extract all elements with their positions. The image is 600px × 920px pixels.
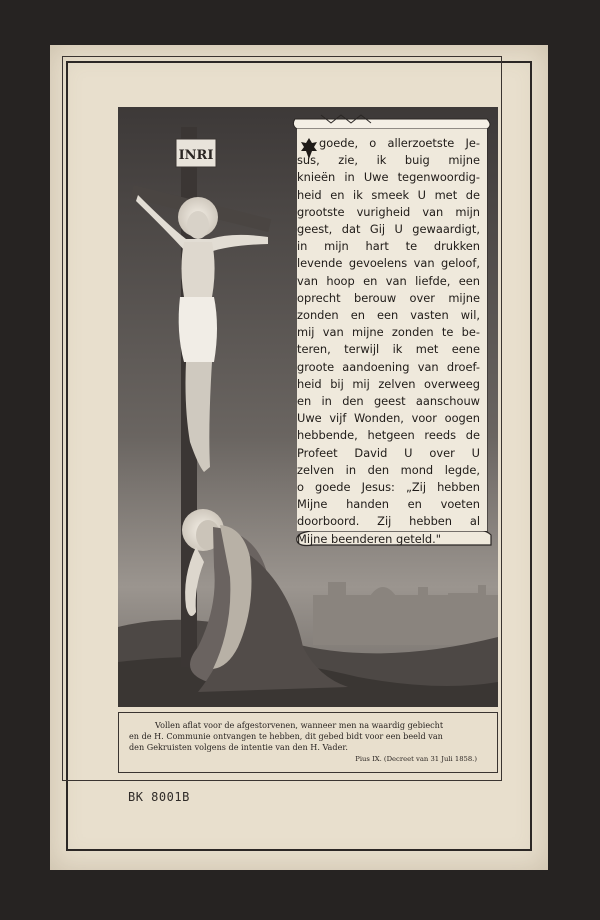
- caption-line: den Gekruisten volgens de intentie van den H. Vader.: [129, 742, 348, 753]
- prayer-line: knieën in Uwe tegenwoordig-: [297, 170, 480, 185]
- card-code: BK 8001B: [128, 790, 190, 804]
- prayer-line: Uwe vijf Wonden, voor oogen: [297, 411, 480, 426]
- prayer-line: in mijn hart te drukken: [297, 239, 480, 254]
- prayer-line: sus, zie, ik buig mijne: [297, 153, 480, 168]
- prayer-line: oprecht berouw over mijne: [297, 290, 480, 305]
- prayer-line: mij van mijne zonden te be-: [297, 325, 480, 340]
- prayer-line: Profeet David U over U: [297, 445, 480, 460]
- prayer-line: o goede Jesus: „Zij hebben: [297, 480, 480, 495]
- prayer-text: [297, 135, 480, 548]
- prayer-line: goede, o allerzoetste Je-: [319, 136, 480, 150]
- prayer-line: groote aandoening van droef-: [297, 359, 480, 374]
- prayer-line: hebbende, hetgeen reeds de: [297, 428, 480, 443]
- prayer-line: teren, terwijl ik met eene: [297, 342, 480, 357]
- prayer-line: zonden en een vasten wil,: [297, 308, 480, 323]
- inri-label: INRI: [178, 148, 214, 163]
- prayer-line: Mijne beenderen geteld.": [297, 531, 441, 546]
- prayer-line: heid bij mij zelven overweeg: [297, 376, 480, 391]
- prayer-line: levende gevoelens van geloof,: [297, 256, 480, 271]
- prayer-line: en in den geest aanschouw: [297, 394, 480, 409]
- prayer-line: geest, dat Gij U gewaardigt,: [297, 222, 480, 237]
- caption-line: Vollen aflat voor de afgestorvenen, wanneer men na waardig gebiecht: [155, 720, 444, 730]
- prayer-line: zelven in den mond legde,: [297, 462, 480, 477]
- indulgence-caption: [118, 712, 498, 773]
- prayer-line: grootste vurigheid van mijn: [297, 204, 480, 219]
- prayer-line: heid en ik smeek U met de: [297, 187, 480, 202]
- prayer-line: Mijne handen en voeten: [297, 497, 480, 512]
- prayer-line: van hoop en van liefde, een: [297, 273, 480, 288]
- caption-line: en de H. Communie ontvangen te hebben, dit gebed bidt voor een beeld van: [129, 731, 443, 742]
- decree-signature: Pius IX. (Decreet van 31 Juli 1858.): [355, 754, 477, 763]
- prayer-line: doorboord. Zij hebben al: [297, 514, 480, 529]
